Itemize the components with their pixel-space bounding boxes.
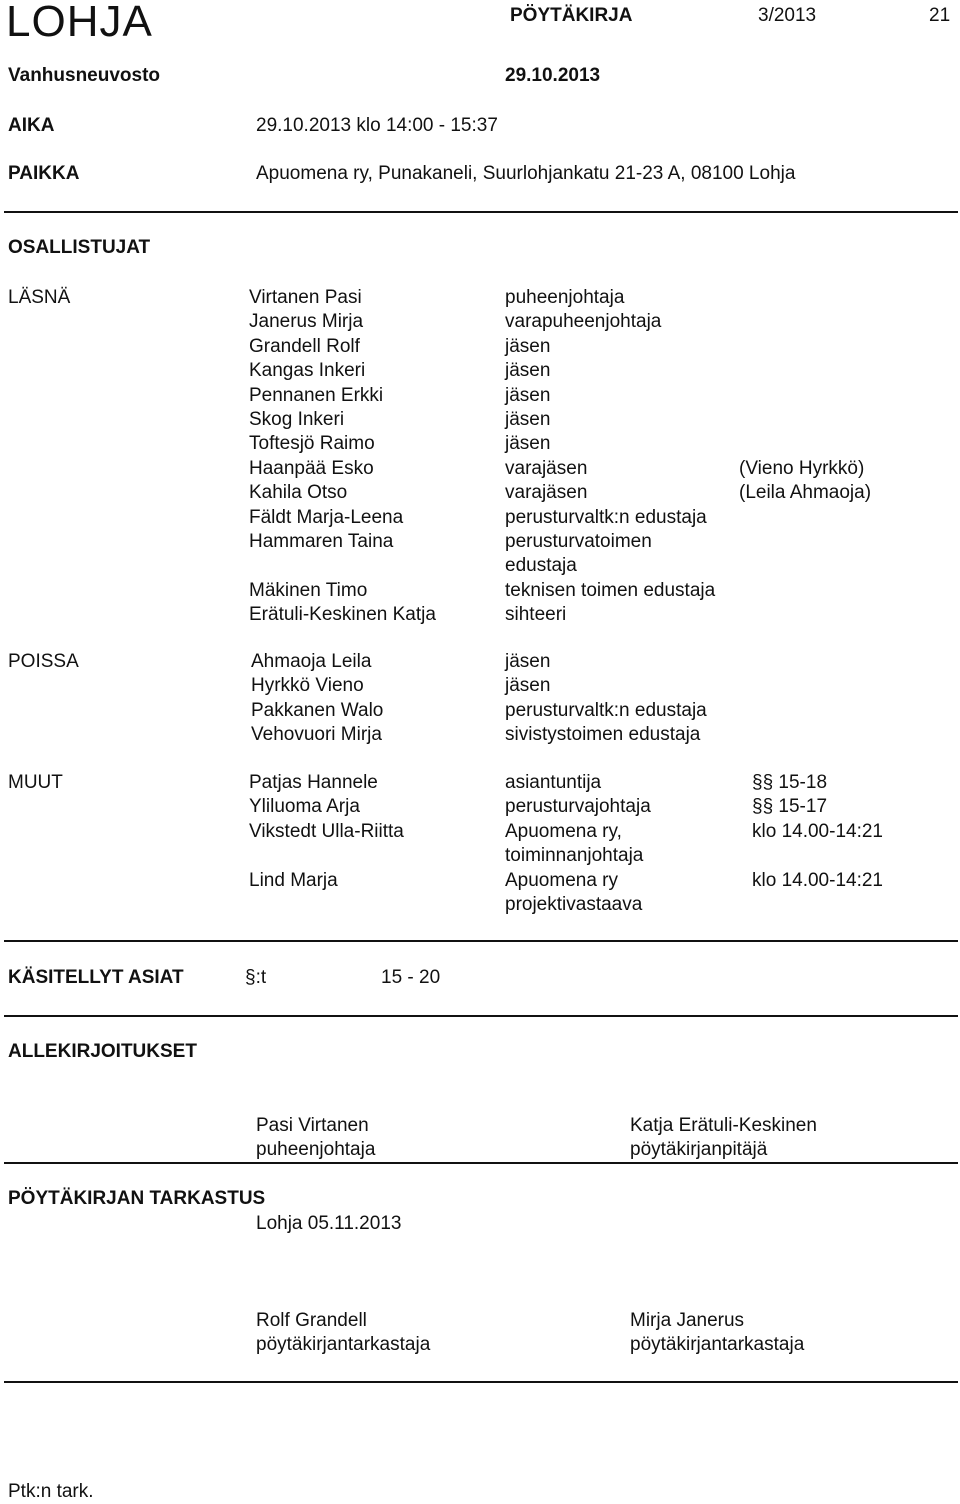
time-value: 29.10.2013 klo 14:00 - 15:37 — [256, 115, 498, 136]
list-item: Apuomena ry — [505, 869, 619, 891]
signer1-name: Pasi Virtanen — [256, 1115, 369, 1136]
reviewer2-role: pöytäkirjantarkastaja — [630, 1334, 805, 1355]
doc-type: PÖYTÄKIRJA — [510, 5, 633, 26]
list-item: (Leila Ahmaoja) — [739, 482, 872, 504]
absent-label: POISSA — [8, 651, 79, 672]
list-item: jäsen — [505, 335, 551, 357]
list-item: perusturvaltk:n edustaja — [505, 506, 707, 528]
signatures-heading: ALLEKIRJOITUKSET — [8, 1041, 197, 1062]
list-item — [739, 310, 871, 334]
list-item: Skog Inkeri — [249, 408, 345, 430]
list-item — [752, 893, 883, 917]
list-item — [752, 844, 883, 868]
list-item — [739, 335, 871, 359]
page-number: 21 — [929, 5, 951, 26]
list-item: Ahmaoja Leila — [251, 651, 372, 672]
others-roles-list — [505, 771, 651, 917]
list-item: Hyrkkö Vieno — [251, 675, 364, 697]
doc-number: 3/2013 — [758, 5, 817, 26]
list-item: Fäldt Marja-Leena — [249, 506, 404, 528]
list-item: perusturvajohtaja — [505, 796, 651, 818]
list-item: perusturvatoimen — [505, 530, 652, 552]
list-item: §§ 15-18 — [752, 772, 828, 793]
list-item: klo 14.00-14:21 — [752, 869, 883, 891]
list-item: perusturvaltk:n edustaja — [505, 699, 707, 721]
list-item: jäsen — [505, 360, 551, 382]
list-item: (Vieno Hyrkkö) — [739, 457, 865, 479]
list-item: varajäsen — [505, 482, 588, 504]
reviewer1-role: pöytäkirjantarkastaja — [256, 1334, 431, 1355]
list-item: Grandell Rolf — [249, 335, 360, 357]
list-item: Pakkanen Walo — [251, 699, 384, 721]
list-item: Erätuli-Keskinen Katja — [249, 604, 436, 626]
list-item: jäsen — [505, 408, 551, 430]
list-item: Mäkinen Timo — [249, 579, 368, 601]
list-item — [739, 359, 871, 383]
items-section-marker: §:t — [245, 967, 267, 988]
list-item: Virtanen Pasi — [249, 287, 362, 308]
others-names-list — [249, 771, 404, 917]
items-range: 15 - 20 — [381, 967, 441, 988]
list-item: Vehovuori Mirja — [251, 724, 382, 746]
list-item — [739, 384, 871, 408]
list-item: Pennanen Erkki — [249, 384, 384, 406]
list-item — [739, 408, 871, 432]
list-item — [249, 554, 436, 578]
place-label: PAIKKA — [8, 163, 80, 184]
divider — [4, 1162, 958, 1164]
list-item: Patjas Hannele — [249, 772, 378, 793]
absent-names-list — [251, 650, 383, 748]
list-item: Janerus Mirja — [249, 311, 364, 333]
list-item: sivistystoimen edustaja — [505, 724, 701, 746]
divider — [4, 940, 958, 942]
list-item: puheenjohtaja — [505, 287, 625, 308]
review-heading: PÖYTÄKIRJAN TARKASTUS — [8, 1188, 266, 1209]
list-item: Vikstedt Ulla-Riitta — [249, 820, 404, 842]
list-item: asiantuntija — [505, 772, 602, 793]
present-roles-list — [505, 286, 715, 627]
footer-note: Ptk:n tark. — [8, 1481, 94, 1502]
signer2-role: pöytäkirjanpitäjä — [630, 1139, 768, 1160]
divider — [4, 211, 958, 213]
review-place-date: Lohja 05.11.2013 — [256, 1213, 402, 1234]
others-notes-list — [752, 771, 883, 917]
present-notes-list — [739, 286, 871, 506]
list-item: toiminnanjohtaja — [505, 845, 644, 867]
signer1-role: puheenjohtaja — [256, 1139, 376, 1160]
list-item: Kangas Inkeri — [249, 360, 366, 382]
list-item: jäsen — [505, 675, 551, 697]
list-item: varapuheenjohtaja — [505, 311, 662, 333]
reviewer2-name: Mirja Janerus — [630, 1310, 745, 1331]
list-item: jäsen — [505, 433, 551, 455]
participants-heading: OSALLISTUJAT — [8, 237, 151, 258]
list-item: projektivastaava — [505, 893, 643, 915]
absent-roles-list — [505, 650, 707, 748]
meeting-date: 29.10.2013 — [505, 65, 601, 86]
time-label: AIKA — [8, 115, 55, 136]
body-name: Vanhusneuvosto — [8, 65, 161, 86]
list-item: sihteeri — [505, 604, 567, 626]
items-label: KÄSITELLYT ASIAT — [8, 967, 184, 988]
lohja-logo: LOHJA — [6, 0, 153, 46]
list-item: Kahila Otso — [249, 482, 348, 504]
present-names-list — [249, 286, 436, 627]
list-item — [249, 893, 404, 917]
list-item: teknisen toimen edustaja — [505, 579, 716, 601]
divider — [4, 1381, 958, 1383]
list-item: klo 14.00-14:21 — [752, 820, 883, 842]
signer2-name: Katja Erätuli-Keskinen — [630, 1115, 817, 1136]
list-item: Lind Marja — [249, 869, 338, 891]
list-item — [739, 432, 871, 456]
list-item — [249, 844, 404, 868]
list-item: jäsen — [505, 651, 551, 672]
list-item: §§ 15-17 — [752, 796, 828, 818]
list-item: Apuomena ry, — [505, 820, 622, 842]
divider — [4, 1015, 958, 1017]
reviewer1-name: Rolf Grandell — [256, 1310, 367, 1331]
list-item: varajäsen — [505, 457, 588, 479]
list-item: Hammaren Taina — [249, 530, 394, 552]
others-label: MUUT — [8, 772, 63, 793]
list-item — [739, 286, 871, 310]
present-label: LÄSNÄ — [8, 287, 71, 308]
list-item: Yliluoma Arja — [249, 796, 360, 818]
list-item: Toftesjö Raimo — [249, 433, 375, 455]
list-item: Haanpää Esko — [249, 457, 374, 479]
place-value: Apuomena ry, Punakaneli, Suurlohjankatu 21-23 A, 08100 Lohja — [256, 163, 796, 184]
list-item: jäsen — [505, 384, 551, 406]
list-item: edustaja — [505, 555, 577, 577]
